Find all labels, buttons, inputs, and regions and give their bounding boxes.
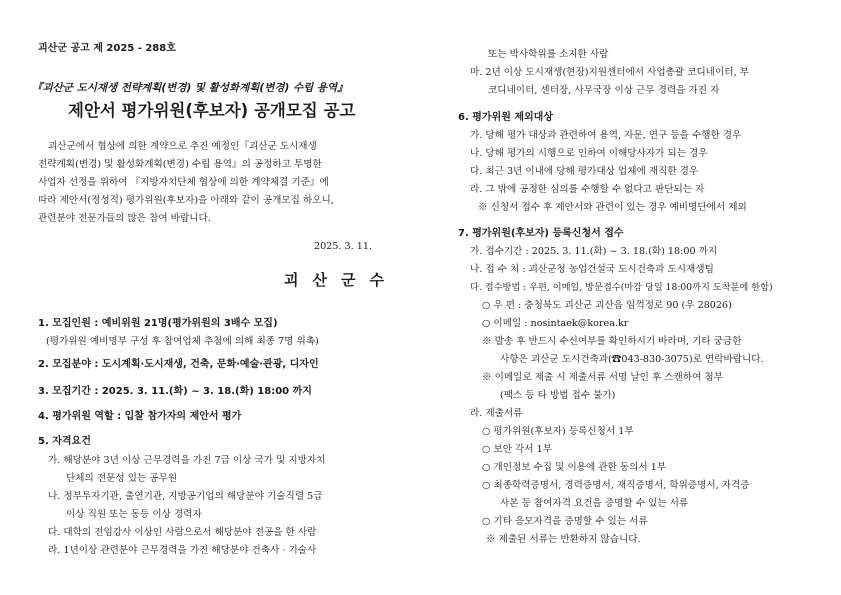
section-recruit-period: 3. 모집기간 : 2025. 3. 11.(화) ~ 3. 18.(화) 18:00 까지: [38, 386, 312, 397]
list-item: 또는 박사학위를 소지한 사람: [488, 49, 609, 60]
section-recruit-count: 1. 모집인원 : 예비위원 21명(평가위원의 3배수 모집): [38, 318, 278, 329]
intro-line: 따라 제안서(정성적) 평가위원(후보자)을 아래와 같이 공개모집 하오니,: [38, 195, 334, 206]
section-qualifications: 5. 자격요건: [38, 436, 91, 447]
list-item: 마. 2년 이상 도시재생(현장)지원센터에서 사업총괄 코디네이터, 부: [470, 67, 749, 78]
list-item: 나. 정부투자기관, 출연기관, 지방공기업의 해당분야 기술직렬 5급: [48, 491, 323, 502]
note-item: 사항은 괴산군 도시건축과(☎043-830-3075)로 연락바랍니다.: [500, 354, 764, 365]
list-item: ○ 보안 각서 1부: [482, 444, 552, 455]
list-item: 사본 등 참여자격 요건을 증명할 수 있는 서류: [500, 498, 689, 509]
list-item: 가. 해당분야 3년 이상 근무경력을 가진 7급 이상 국가 및 지방자치: [48, 455, 326, 466]
list-item: (평가위원 예비명부 구성 후 참여업체 추첨에 의해 최종 7명 위촉): [46, 336, 319, 347]
list-item: 코디네이터, 센터장, 사무국장 이상 근무 경력을 가진 자: [488, 85, 720, 96]
list-item: ○ 이메일 : nosintaek@korea.kr: [482, 318, 629, 329]
list-item: 다. 최근 3년 이내에 당해 평가대상 업체에 재직한 경우: [470, 166, 699, 177]
list-item: 라. 제출서류: [470, 408, 523, 419]
document-subtitle: 『괴산군 도시재생 전략계획(변경) 및 활성화계획(변경) 수립 용역』: [32, 82, 348, 94]
list-item: ○ 평가위원(후보자) 등록신청서 1부: [482, 426, 634, 437]
notice-date: 2025. 3. 11.: [314, 241, 372, 252]
section-evaluator-role: 4. 평가위원 역할 : 입찰 참가자의 제안서 평가: [38, 411, 242, 422]
list-item: 나. 접 수 처 : 괴산군청 농업건설국 도시건축과 도시재생팀: [470, 264, 714, 275]
list-item: ○ 우 편 : 충청북도 괴산군 괴산읍 임꺽정로 90 (우 28026): [482, 300, 732, 311]
list-item: 나. 당해 평가의 시행으로 인하여 이해당사자가 되는 경우: [470, 148, 708, 159]
list-item: 라. 1년이상 관련분야 근무경력을 가진 해당분야 건축사 · 기술사: [48, 545, 317, 556]
list-item: 단체의 전문성 있는 공무원: [66, 473, 178, 484]
intro-line: 전략계획(변경) 및 활성화계획(변경) 수립 용역』의 공정하고 투명한: [38, 159, 322, 170]
intro-line: 사업자 선정을 위하여 『지방자치단체 협상에 의한 계약체결 기준』에: [38, 177, 329, 188]
section-exclusions: 6. 평가위원 제외대상: [458, 112, 553, 123]
notice-number: 괴산군 공고 제 2025 - 288호: [38, 43, 176, 54]
issuer-name: 괴산군수: [284, 271, 398, 289]
document-title: 제안서 평가위원(후보자) 공개모집 공고: [68, 101, 356, 120]
intro-line: 관련분야 전문가들의 많은 참여 바랍니다.: [38, 213, 211, 224]
intro-line: 괴산군에서 협상에 의한 계약으로 추진 예정인『괴산군 도시재생: [48, 141, 317, 152]
list-item: ○ 최종학력증명서, 경력증명서, 재직증명서, 학위증명서, 자격증: [482, 480, 750, 491]
list-item: 라. 그 밖에 공정한 심의를 수행할 수 없다고 판단되는 자: [470, 184, 705, 195]
list-item: 다. 접수방법 : 우편, 이메일, 방문접수(마감 당일 18:00까지 도착분에 한함): [470, 282, 773, 293]
list-item: 가. 당해 평가 대상과 관련하여 용역, 자문, 연구 등을 수행한 경우: [470, 130, 742, 141]
note-item: ※ 신청서 접수 후 제안서와 관련이 있는 경우 예비명단에서 제외: [478, 202, 747, 213]
note-item: ※ 제출된 서류는 반환하지 않습니다.: [486, 534, 641, 545]
list-item: 이상 직원 또는 동등 이상 경력자: [66, 509, 202, 520]
section-recruit-field: 2. 모집분야 : 도시계획·도시재생, 건축, 문화·예술·관광, 디자인: [38, 359, 319, 370]
note-item: ※ 발송 후 반드시 수신여부를 확인하시기 바라며, 기타 궁금한: [482, 336, 742, 347]
list-item: 가. 접수기간 : 2025. 3. 11.(화) ~ 3. 18.(화) 18:00 까지: [470, 246, 718, 257]
list-item: ○ 기타 응모자격을 증명할 수 있는 서류: [482, 516, 648, 527]
section-application: 7. 평가위원(후보자) 등록신청서 접수: [458, 228, 624, 239]
list-item: ○ 개인정보 수집 및 이용에 관한 동의서 1부: [482, 462, 667, 473]
note-item: ※ 이메일로 제출 시 제출서류 서명 날인 후 스캔하여 첨부: [482, 372, 723, 383]
note-item: (팩스 등 타 방법 접수 불가): [500, 390, 616, 401]
list-item: 다. 대학의 전임강사 이상인 사람으로서 해당분야 전공을 한 사람: [48, 527, 317, 538]
